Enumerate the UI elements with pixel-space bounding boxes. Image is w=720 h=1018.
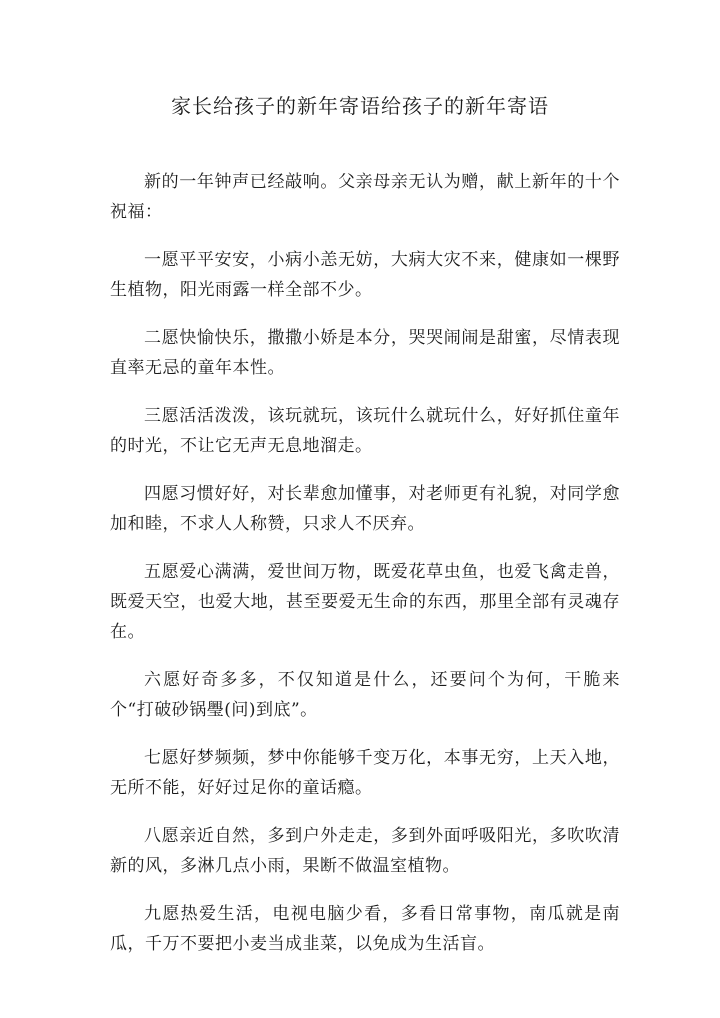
paragraph-wish-4: 四愿习惯好好，对长辈愈加懂事，对老师更有礼貌，对同学愈加和睦，不求人人称赞，只求人不厌弃。 (110, 484, 620, 534)
paragraph-wish-9: 九愿热爱生活，电视电脑少看，多看日常事物，南瓜就是南瓜，千万不要把小麦当成韭菜，以免成为生活盲。 (110, 904, 620, 954)
document-body (110, 167, 620, 977)
paragraph-wish-8: 八愿亲近自然，多到户外走走，多到外面呼吸阳光，多吹吹清新的风，多淋几点小雨，果断不做温室植物。 (110, 826, 620, 876)
paragraph-wish-3: 三愿活活泼泼，该玩就玩，该玩什么就玩什么，好好抓住童年的时光，不让它无声无息地溜走。 (110, 406, 620, 456)
paragraph-wish-5: 五愿爱心满满，爱世间万物，既爱花草虫鱼，也爱飞禽走兽，既爱天空，也爱大地，甚至要爱无生命的东西，那里全部有灵魂存在。 (110, 562, 620, 642)
paragraph-wish-6: 六愿好奇多多，不仅知道是什么，还要问个为何，干脆来个“打破砂锅璺(问)到底”。 (110, 670, 620, 720)
paragraph-wish-2: 二愿快愉快乐，撒撒小娇是本分，哭哭闹闹是甜蜜，尽情表现直率无忌的童年本性。 (110, 328, 620, 378)
paragraph-intro: 新的一年钟声已经敲响。父亲母亲无认为赠，献上新年的十个祝福： (110, 172, 620, 222)
paragraph-wish-7: 七愿好梦频频，梦中你能够千变万化，本事无穷，上天入地，无所不能，好好过足你的童话瘾。 (110, 748, 620, 798)
document-title: 家长给孩子的新年寄语给孩子的新年寄语 (171, 94, 549, 118)
paragraph-wish-1: 一愿平平安安，小病小恙无妨，大病大灾不来，健康如一棵野生植物，阳光雨露一样全部不少。 (110, 250, 620, 300)
